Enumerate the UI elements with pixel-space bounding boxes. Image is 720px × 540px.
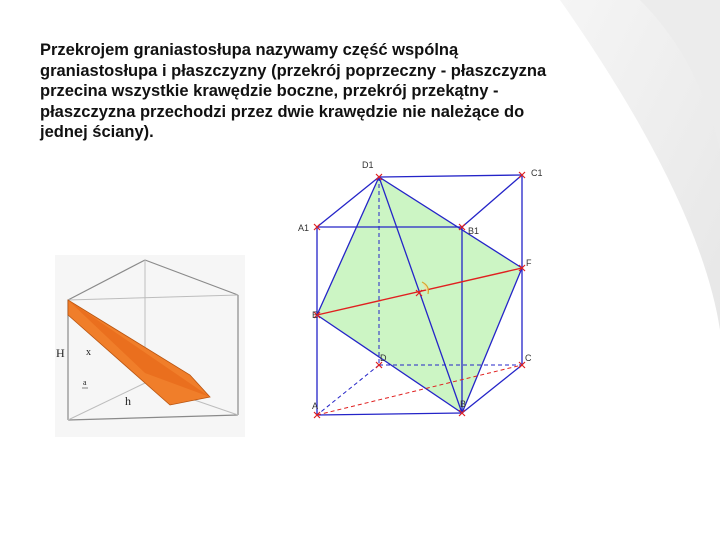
paragraph-line: Przekrojem graniastosłupa nazywamy część wspólną [40,41,459,59]
green-section [317,177,522,413]
vertex-label-B: B [460,399,467,409]
label-H: H [56,346,65,360]
definition-paragraph [40,40,615,143]
vertex-label-D: D [380,353,387,363]
vertex-label-E: E [312,310,319,320]
vertex-label-C1: C1 [531,168,543,178]
vertex-label-A: A [312,401,319,411]
vertex-label-A1: A1 [298,223,310,233]
vertex-label-F: F [526,258,532,268]
label-x: x [86,347,91,358]
label-h: h [125,394,131,408]
label-a: a [83,378,87,387]
cuboid-section-figure [290,150,560,430]
paragraph-line: przecina wszystkie krawędzie boczne, przekrój przekątny - [40,82,499,100]
paragraph-line: jednej ściany). [40,123,154,141]
triangular-prism-figure [50,255,250,440]
paragraph-line: płaszczyzna przechodzi przez dwie krawędzie nie należące do [40,102,525,121]
vertex-label-D1: D1 [362,160,374,170]
paragraph-line: graniastosłupa i płaszczyzny (przekrój poprzeczny - płaszczyzna [40,61,547,80]
vertex-label-C: C [525,353,532,363]
vertex-label-B1: B1 [468,226,480,236]
